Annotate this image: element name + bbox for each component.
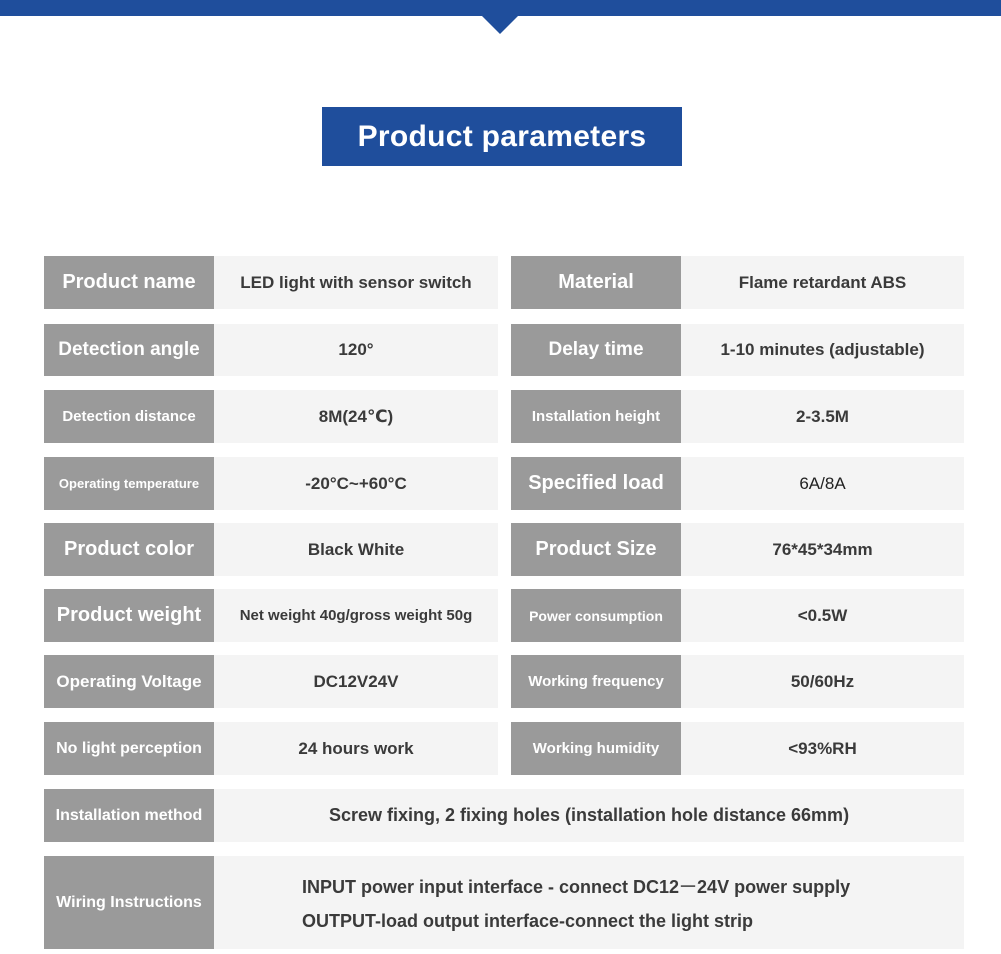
param-value: 24 hours work (214, 722, 498, 775)
param-label: Product Size (511, 523, 681, 576)
param-label: Power consumption (511, 589, 681, 642)
wiring-label: Wiring Instructions (44, 856, 214, 949)
param-value: 8M(24℃) (214, 390, 498, 443)
param-row (44, 722, 964, 775)
param-label: Working humidity (511, 722, 681, 775)
param-value: DC12V24V (214, 655, 498, 708)
param-label: Product name (44, 256, 214, 309)
param-value: Flame retardant ABS (681, 256, 964, 309)
param-label: Product color (44, 523, 214, 576)
param-value: 50/60Hz (681, 655, 964, 708)
wiring-instructions (214, 856, 964, 949)
page-title: Product parameters (322, 107, 682, 166)
param-label: Working frequency (511, 655, 681, 708)
param-label: Operating temperature (44, 457, 214, 510)
param-value: LED light with sensor switch (214, 256, 498, 309)
param-row (44, 256, 964, 309)
top-banner-bar (0, 0, 1001, 16)
param-value: <93%RH (681, 722, 964, 775)
param-value: Net weight 40g/gross weight 50g (214, 589, 498, 642)
param-row (44, 390, 964, 443)
wiring-input-line: INPUT power input interface - connect DC12－24V power supply (302, 877, 851, 897)
param-label: Operating Voltage (44, 655, 214, 708)
param-value: 6A/8A (681, 457, 964, 510)
param-row (44, 523, 964, 576)
param-label: Product weight (44, 589, 214, 642)
param-row (44, 324, 964, 376)
param-label: No light perception (44, 722, 214, 775)
param-label: Specified load (511, 457, 681, 510)
param-value: -20°C~+60°C (214, 457, 498, 510)
installation-value: Screw fixing, 2 fixing holes (installation hole distance 66mm) (214, 789, 964, 842)
param-value: Black White (214, 523, 498, 576)
param-label: Detection distance (44, 390, 214, 443)
banner-notch-arrow (482, 16, 518, 34)
param-label: Detection angle (44, 324, 214, 376)
param-label: Material (511, 256, 681, 309)
param-value: 1-10 minutes (adjustable) (681, 324, 964, 376)
param-value: <0.5W (681, 589, 964, 642)
param-row (44, 655, 964, 708)
param-label: Delay time (511, 324, 681, 376)
param-value: 120° (214, 324, 498, 376)
installation-label: Installation method (44, 789, 214, 842)
param-label: Installation height (511, 390, 681, 443)
wiring-row (44, 856, 964, 949)
param-value: 2-3.5M (681, 390, 964, 443)
param-row (44, 589, 964, 642)
wiring-output-line: OUTPUT-load output interface-connect the light strip (302, 911, 754, 931)
param-row (44, 457, 964, 510)
installation-row (44, 789, 964, 842)
param-value: 76*45*34mm (681, 523, 964, 576)
